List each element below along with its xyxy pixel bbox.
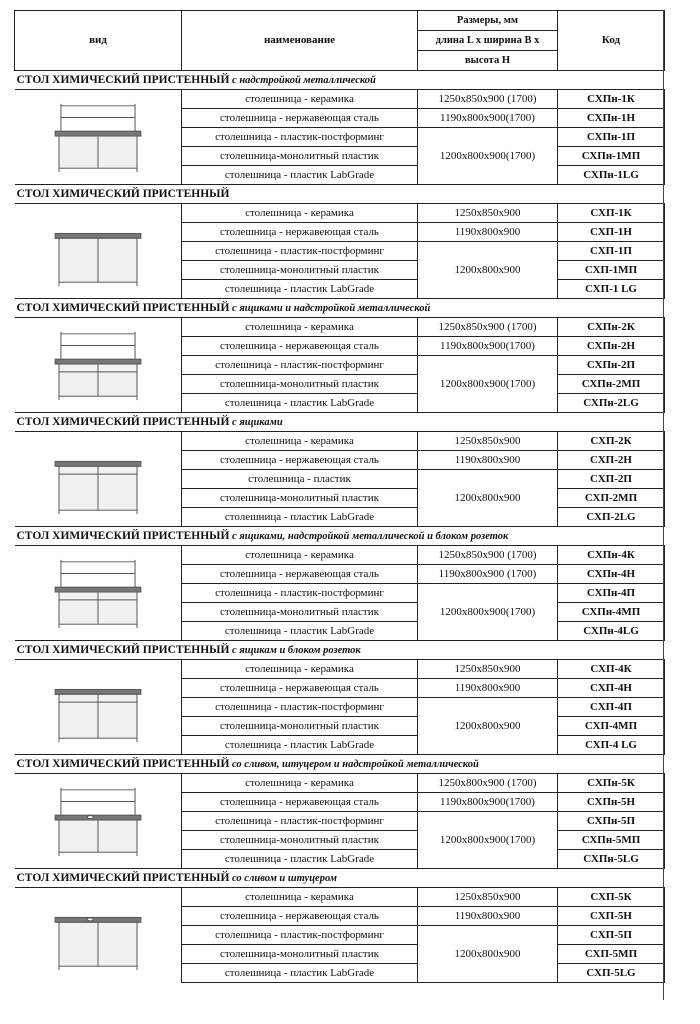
product-name: столешница - керамика [182, 318, 418, 337]
product-name: столешница - керамика [182, 90, 418, 109]
product-name: столешница - нержавеющая сталь [182, 907, 418, 926]
section-title [15, 755, 665, 774]
product-code: СХП-4МП [558, 717, 665, 736]
product-table [14, 10, 665, 983]
product-size: 1250x850x900 (1700) [418, 546, 558, 565]
section-subtitle: с ящиками, надстройкой металлической и блоком розеток [229, 530, 509, 542]
lab-table-sketch-icon [48, 554, 148, 632]
product-sketch-cell [15, 90, 182, 185]
product-name: столешница - пластик LabGrade [182, 394, 418, 413]
lab-table-sketch-icon [48, 326, 148, 404]
product-name: столешница - керамика [182, 432, 418, 451]
section-title-row [15, 755, 665, 774]
table-row [15, 204, 665, 223]
product-size: 1190x800x900 [418, 907, 558, 926]
product-name: столешница - пластик LabGrade [182, 622, 418, 641]
product-code: СХПн-4К [558, 546, 665, 565]
product-code: СХПн-1МП [558, 147, 665, 166]
product-size: 1200x800x900(1700) [418, 128, 558, 185]
section-title [15, 299, 665, 318]
section-title [15, 413, 665, 432]
table-row [15, 888, 665, 907]
product-size: 1250x850x900 [418, 888, 558, 907]
product-name: столешница-монолитный пластик [182, 489, 418, 508]
lab-table-sketch-icon [48, 440, 148, 518]
section-title-main: СТОЛ ХИМИЧЕСКИЙ ПРИСТЕННЫЙ [16, 757, 230, 770]
product-size: 1190x800x900 [418, 451, 558, 470]
product-size: 1190x800x900 [418, 223, 558, 242]
product-code: СХПн-2МП [558, 375, 665, 394]
product-name: столешница - керамика [182, 660, 418, 679]
product-code: СХПн-4LG [558, 622, 665, 641]
product-code: СХПн-5LG [558, 850, 665, 869]
product-code: СХПн-5МП [558, 831, 665, 850]
product-code: СХПн-2К [558, 318, 665, 337]
product-name: столешница - пластик LabGrade [182, 964, 418, 983]
product-code: СХПн-5П [558, 812, 665, 831]
product-code: СХП-2Н [558, 451, 665, 470]
product-sketch-cell [15, 432, 182, 527]
product-name: столешница - нержавеющая сталь [182, 451, 418, 470]
section-title [15, 71, 665, 90]
product-code: СХП-4 LG [558, 736, 665, 755]
product-size: 1190x800x900(1700) [418, 793, 558, 812]
product-code: СХП-1П [558, 242, 665, 261]
product-code: СХП-5МП [558, 945, 665, 964]
product-name: столешница - пластик-постформинг [182, 128, 418, 147]
header-code: Код [558, 11, 665, 71]
product-sketch-cell [15, 660, 182, 755]
product-name: столешница - керамика [182, 546, 418, 565]
product-code: СХП-2LG [558, 508, 665, 527]
section-title [15, 185, 665, 204]
product-code: СХП-4К [558, 660, 665, 679]
table-row [15, 318, 665, 337]
lab-table-sketch-icon [48, 782, 148, 860]
product-name: столешница-монолитный пластик [182, 261, 418, 280]
section-title-main: СТОЛ ХИМИЧЕСКИЙ ПРИСТЕННЫЙ [16, 529, 230, 542]
product-size: 1250x800x900 (1700) [418, 774, 558, 793]
section-title-main: СТОЛ ХИМИЧЕСКИЙ ПРИСТЕННЫЙ [16, 73, 230, 86]
product-name: столешница - пластик-постформинг [182, 356, 418, 375]
product-name: столешница - пластик LabGrade [182, 280, 418, 299]
section-subtitle: со сливом, штуцером и надстройкой металлической [229, 758, 479, 770]
section-title-row [15, 185, 665, 204]
section-title-main: СТОЛ ХИМИЧЕСКИЙ ПРИСТЕННЫЙ [16, 415, 230, 428]
product-code: СХП-4П [558, 698, 665, 717]
header-name: наименование [182, 11, 418, 71]
product-size: 1200x800x900(1700) [418, 812, 558, 869]
product-size: 1200x800x900 [418, 470, 558, 527]
product-size: 1200x800x900(1700) [418, 584, 558, 641]
product-name: столешница - пластик LabGrade [182, 166, 418, 185]
section-title-main: СТОЛ ХИМИЧЕСКИЙ ПРИСТЕННЫЙ [16, 301, 230, 314]
product-name: столешница - пластик-постформинг [182, 812, 418, 831]
product-name: столешница-монолитный пластик [182, 945, 418, 964]
section-title [15, 869, 665, 888]
section-title [15, 641, 665, 660]
product-name: столешница - пластик-постформинг [182, 584, 418, 603]
table-row [15, 546, 665, 565]
product-code: СХП-2П [558, 470, 665, 489]
product-size: 1250x850x900 [418, 204, 558, 223]
section-title-row [15, 869, 665, 888]
lab-table-sketch-icon [48, 212, 148, 290]
product-name: столешница-монолитный пластик [182, 831, 418, 850]
product-sketch-cell [15, 204, 182, 299]
section-subtitle: с надстройкой металлической [229, 74, 376, 86]
product-code: СХП-1 LG [558, 280, 665, 299]
product-code: СХП-1МП [558, 261, 665, 280]
product-name: столешница - пластик-постформинг [182, 242, 418, 261]
product-code: СХПн-2П [558, 356, 665, 375]
product-sketch-cell [15, 774, 182, 869]
product-size: 1190x800x900(1700) [418, 337, 558, 356]
product-code: СХП-5LG [558, 964, 665, 983]
product-sketch-cell [15, 318, 182, 413]
page-edge-line [663, 10, 664, 1000]
product-sketch-cell [15, 888, 182, 983]
product-name: столешница - пластик-постформинг [182, 698, 418, 717]
product-code: СХПн-4МП [558, 603, 665, 622]
section-title-main: СТОЛ ХИМИЧЕСКИЙ ПРИСТЕННЫЙ [16, 643, 230, 656]
product-size: 1250x850x900 [418, 660, 558, 679]
product-code: СХП-4Н [558, 679, 665, 698]
product-size: 1200x800x900(1700) [418, 356, 558, 413]
section-subtitle: со сливом и штуцером [229, 872, 337, 884]
section-title-main: СТОЛ ХИМИЧЕСКИЙ ПРИСТЕННЫЙ [16, 871, 230, 884]
product-code: СХПн-2Н [558, 337, 665, 356]
product-name: столешница - пластик LabGrade [182, 736, 418, 755]
product-code: СХП-2К [558, 432, 665, 451]
product-code: СХПн-5К [558, 774, 665, 793]
section-title-row [15, 71, 665, 90]
table-row [15, 774, 665, 793]
product-size: 1200x800x900 [418, 926, 558, 983]
product-code: СХПн-1П [558, 128, 665, 147]
section-title-row [15, 413, 665, 432]
lab-table-sketch-icon [48, 896, 148, 974]
section-title-row [15, 299, 665, 318]
product-name: столешница - пластик-постформинг [182, 926, 418, 945]
product-code: СХПн-1К [558, 90, 665, 109]
product-size: 1200x800x900 [418, 242, 558, 299]
section-subtitle: с ящиками и надстройкой металлической [229, 302, 431, 314]
lab-table-sketch-icon [48, 98, 148, 176]
product-size: 1190x800x900(1700) [418, 109, 558, 128]
product-size: 1190x800x900 (1700) [418, 565, 558, 584]
product-code: СХП-5Н [558, 907, 665, 926]
product-name: столешница-монолитный пластик [182, 375, 418, 394]
product-name: столешница - нержавеющая сталь [182, 109, 418, 128]
product-name: столешница - керамика [182, 774, 418, 793]
price-list-sheet [14, 10, 664, 983]
product-code: СХПн-5Н [558, 793, 665, 812]
product-code: СХП-1К [558, 204, 665, 223]
header-size-mid: длина L x ширина B x [418, 31, 558, 51]
section-title-row [15, 641, 665, 660]
product-name: столешница-монолитный пластик [182, 147, 418, 166]
table-row [15, 90, 665, 109]
product-code: СХПн-4П [558, 584, 665, 603]
product-name: столешница - пластик [182, 470, 418, 489]
product-code: СХП-2МП [558, 489, 665, 508]
product-code: СХПн-1LG [558, 166, 665, 185]
product-name: столешница - керамика [182, 204, 418, 223]
product-name: столешница - нержавеющая сталь [182, 223, 418, 242]
product-name: столешница - нержавеющая сталь [182, 565, 418, 584]
section-subtitle: с ящикам и блоком розеток [229, 644, 361, 656]
table-row [15, 432, 665, 451]
section-title-row [15, 527, 665, 546]
product-code: СХПн-2LG [558, 394, 665, 413]
header-view: вид [15, 11, 182, 71]
product-size: 1250x850x900 (1700) [418, 318, 558, 337]
product-size: 1200x800x900 [418, 698, 558, 755]
product-name: столешница - нержавеющая сталь [182, 337, 418, 356]
product-size: 1250x850x900 [418, 432, 558, 451]
section-subtitle: с ящиками [229, 416, 283, 428]
product-name: столешница - керамика [182, 888, 418, 907]
product-name: столешница - пластик LabGrade [182, 850, 418, 869]
table-header [15, 11, 665, 71]
header-size-bot: высота H [418, 51, 558, 71]
section-title [15, 527, 665, 546]
product-name: столешница-монолитный пластик [182, 603, 418, 622]
product-name: столешница - нержавеющая сталь [182, 679, 418, 698]
product-size: 1250x850x900 (1700) [418, 90, 558, 109]
product-code: СХПн-1Н [558, 109, 665, 128]
product-name: столешница - нержавеющая сталь [182, 793, 418, 812]
product-code: СХП-5П [558, 926, 665, 945]
product-sketch-cell [15, 546, 182, 641]
product-name: столешница-монолитный пластик [182, 717, 418, 736]
product-name: столешница - пластик LabGrade [182, 508, 418, 527]
lab-table-sketch-icon [48, 668, 148, 746]
product-code: СХП-5К [558, 888, 665, 907]
product-size: 1190x800x900 [418, 679, 558, 698]
product-code: СХП-1Н [558, 223, 665, 242]
header-size-top: Размеры, мм [418, 11, 558, 31]
product-code: СХПн-4Н [558, 565, 665, 584]
section-title-main: СТОЛ ХИМИЧЕСКИЙ ПРИСТЕННЫЙ [16, 187, 230, 200]
table-row [15, 660, 665, 679]
table-body [15, 71, 665, 983]
